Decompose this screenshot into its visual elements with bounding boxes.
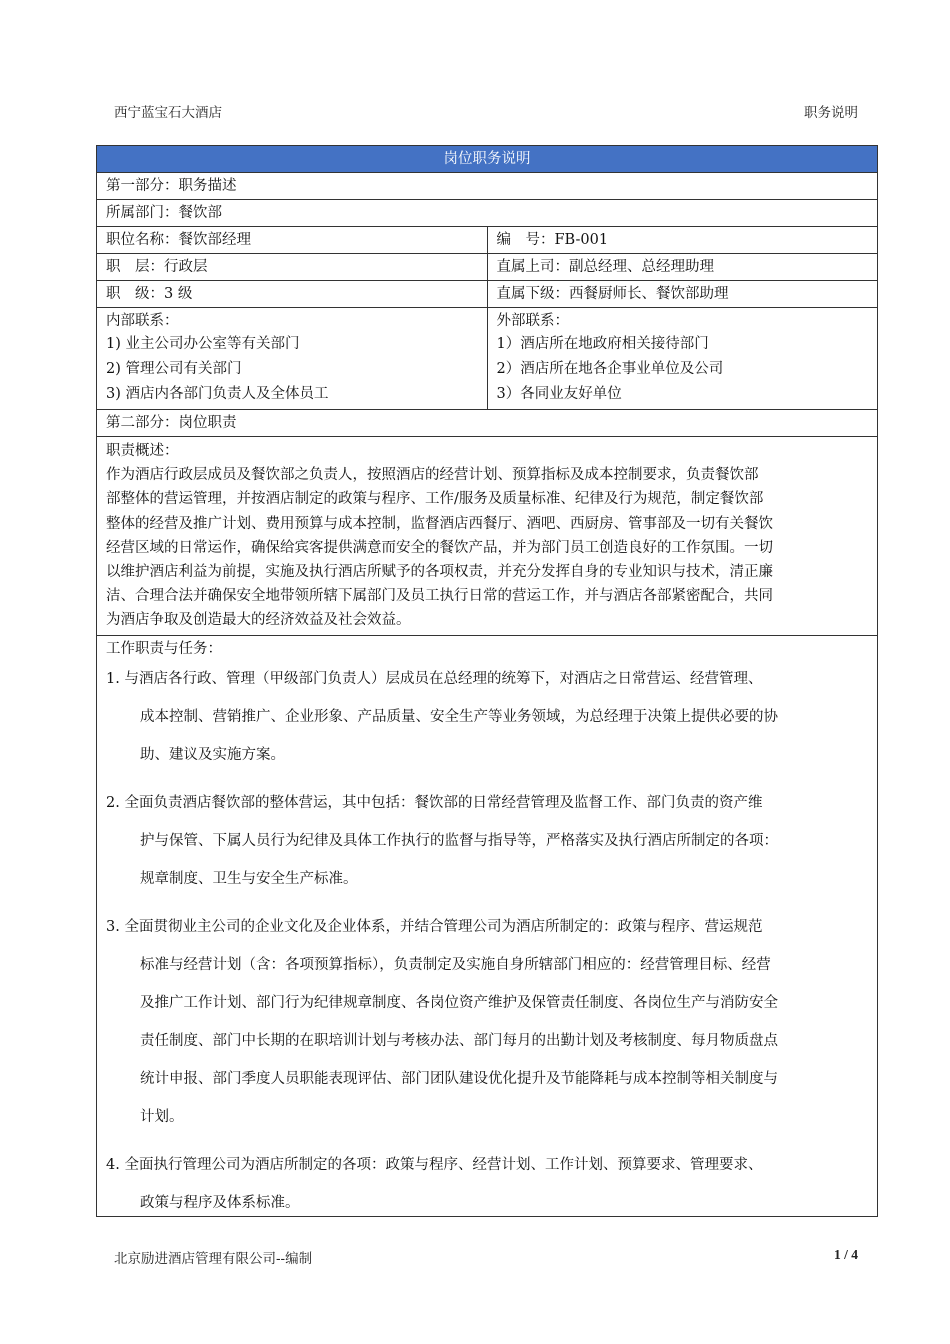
overview-line: 部整体的营运管理，并按酒店制定的政策与程序、工作/服务及质量标准、纪律及行为规范，制定餐饮部 xyxy=(106,491,764,508)
duty-line: 统计申报、部门季度人员职能表现评估、部门团队建设优化提升及节能降耗与成本控制等相关制度与 xyxy=(140,1070,778,1087)
duties-label: 工作职责与任务： xyxy=(106,640,222,657)
external-contacts-list xyxy=(497,332,869,407)
overview-line: 经营区域的日常运作，确保给宾客提供满意而安全的餐饮产品，并为部门员工创造良好的工作氛围。一切 xyxy=(106,539,773,556)
duty-line: 助、建议及实施方案。 xyxy=(140,746,285,763)
subordinate-field: 直属下级：西餐厨师长、餐饮部助理 xyxy=(487,281,877,308)
duty-item-4 xyxy=(106,1146,868,1222)
header-hotel-name: 西宁蓝宝石大酒店 xyxy=(114,105,222,121)
list-item: 2) 管理公司有关部门 xyxy=(106,361,242,377)
duty-line: 成本控制、营销推广、企业形象、产品质量、安全生产等业务领域，为总经理于决策上提供必要的协 xyxy=(140,708,778,725)
duty-first-line: 1. 与酒店各行政、管理（甲级部门负责人）层成员在总经理的统筹下，对酒店之日常营运、经营管理、 xyxy=(106,670,763,687)
duty-line: 及推广工作计划、部门行为纪律规章制度、各岗位资产维护及保管责任制度、各岗位生产与消防安全 xyxy=(140,994,778,1011)
duty-first-line: 3. 全面贯彻业主公司的企业文化及企业体系，并结合管理公司为酒店所制定的：政策与程序、营运规范 xyxy=(106,918,763,935)
overview-line: 以维护酒店利益为前提，实施及执行酒店所赋予的各项权责，并充分发挥自身的专业知识与技术，清正廉 xyxy=(106,564,773,581)
duty-item-1 xyxy=(106,660,868,774)
duty-first-line: 2. 全面负责酒店餐饮部的整体营运，其中包括：餐饮部的日常经营管理及监督工作、部门负责的资产维 xyxy=(106,794,763,811)
section-part1: 第一部分：职务描述 xyxy=(97,173,877,200)
external-contacts xyxy=(487,308,877,410)
level-field: 职 层：行政层 xyxy=(97,254,487,281)
list-item: 3) 酒店内各部门负责人及全体员工 xyxy=(106,386,329,402)
duty-line: 标准与经营计划（含：各项预算指标），负责制定及实施自身所辖部门相应的：经营管理目标、经营 xyxy=(140,956,771,973)
overview-line: 洁、合理合法并确保安全地带领所辖下属部门及员工执行日常的营运工作，并与酒店各部紧密配合，共同 xyxy=(106,588,773,605)
overview-label: 职责概述： xyxy=(106,443,179,459)
superior-field: 直属上司：副总经理、总经理助理 xyxy=(487,254,877,281)
footer-company: 北京励进酒店管理有限公司--编制 xyxy=(114,1251,313,1267)
overview-line: 作为酒店行政层成员及餐饮部之负责人，按照酒店的经营计划、预算指标及成本控制要求，负责餐饮部 xyxy=(106,467,759,484)
page-number: 1 / 4 xyxy=(833,1247,858,1262)
internal-contacts-label: 内部联系： xyxy=(106,313,179,329)
position-field: 职位名称：餐饮部经理 xyxy=(97,227,487,254)
form-table xyxy=(97,146,877,1224)
duty-first-line: 4. 全面执行管理公司为酒店所制定的各项：政策与程序、经营计划、工作计划、预算要求、管理要求、 xyxy=(106,1156,763,1173)
duty-line: 政策与程序及体系标准。 xyxy=(140,1194,300,1211)
list-item: 1) 业主公司办公室等有关部门 xyxy=(106,336,300,352)
list-item: 2）酒店所在地各企事业单位及公司 xyxy=(496,361,724,377)
duty-item-3 xyxy=(106,908,868,1136)
overview-line: 为酒店争取及创造最大的经济效益及社会效益。 xyxy=(106,612,411,629)
duty-line: 护与保管、下属人员行为纪律及具体工作执行的监督与指导等，严格落实及执行酒店所制定的各项： xyxy=(140,832,778,849)
list-item: 1）酒店所在地政府相关接待部门 xyxy=(496,336,709,352)
form-title: 岗位职务说明 xyxy=(97,146,877,173)
internal-contacts-list xyxy=(106,332,478,407)
internal-contacts xyxy=(97,308,487,410)
list-item: 3）各同业友好单位 xyxy=(496,386,622,402)
job-description-form xyxy=(96,145,878,1217)
duty-item-2 xyxy=(106,784,868,898)
duties-cell xyxy=(97,635,877,1224)
duty-line: 规章制度、卫生与安全生产标准。 xyxy=(140,870,358,887)
department-field: 所属部门：餐饮部 xyxy=(97,200,877,227)
code-field: 编 号：FB-001 xyxy=(487,227,877,254)
duty-line: 责任制度、部门中长期的在职培训计划与考核办法、部门每月的出勤计划及考核制度、每月物质盘点 xyxy=(140,1032,778,1049)
header-doc-type: 职务说明 xyxy=(804,105,858,121)
duty-line: 计划。 xyxy=(140,1108,184,1125)
overview-line: 整体的经营及推广计划、费用预算与成本控制，监督酒店西餐厅、酒吧、西厨房、管事部及一切有关餐饮 xyxy=(106,515,773,532)
overview-cell xyxy=(97,437,877,636)
section-part2: 第二部分：岗位职责 xyxy=(97,410,877,437)
grade-field: 职 级：3 级 xyxy=(97,281,487,308)
external-contacts-label: 外部联系： xyxy=(496,313,569,329)
